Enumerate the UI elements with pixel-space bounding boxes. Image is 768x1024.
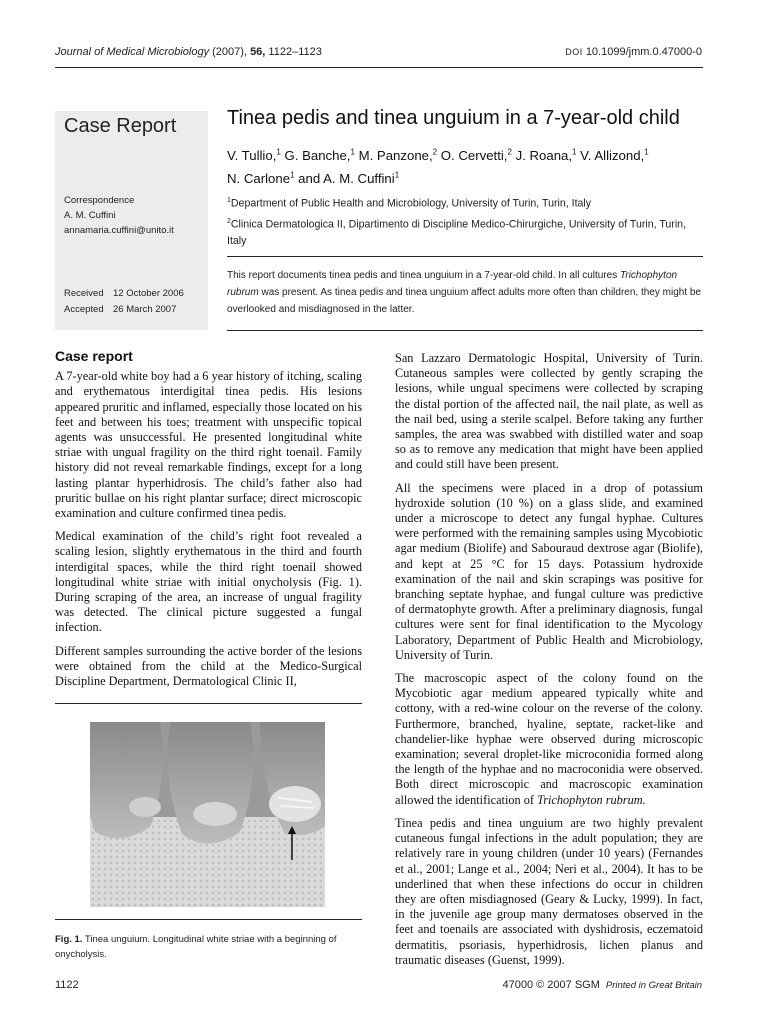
section-heading: Case report <box>55 348 133 364</box>
author: V. Tullio,$^1$ <box>227 148 281 164</box>
doi-value[interactable]: 10.1099/jmm.0.47000-0 <box>585 46 702 58</box>
author: and A. M. Cuffini$^1$ <box>298 170 400 186</box>
received-label: Received <box>64 288 104 299</box>
correspondence-heading: Correspondence <box>64 195 135 206</box>
author-list <box>227 143 705 188</box>
affiliation: $^2$Clinica Dermatologica II, Dipartimento di Discipline Medico-Chirurgiche, University of Turin, Turin, Italy <box>227 218 687 247</box>
author: J. Roana,$^1$ <box>515 148 577 164</box>
affiliation: $^1$Department of Public Health and Microbiology, University of Turin, Turin, Italy <box>227 197 592 210</box>
body-column-left <box>55 349 362 697</box>
accepted-date <box>64 304 176 315</box>
doi <box>565 46 702 58</box>
figure-divider-top <box>55 703 362 704</box>
header-divider <box>55 67 703 68</box>
figure-photo <box>90 722 325 907</box>
received-date <box>64 288 184 299</box>
journal-name: Journal of Medical Microbiology <box>55 46 210 58</box>
species-name: Trichophyton rubrum. <box>537 792 646 807</box>
figure-caption: Fig. 1. Tinea unguium. Longitudinal white striae with a beginning of onycholysis. <box>55 934 337 960</box>
page-number: 1122 <box>55 979 79 991</box>
author: O. Cervetti,$^2$ <box>440 148 512 164</box>
abstract-divider-top <box>227 256 703 257</box>
abstract: This report documents tinea pedis and tinea unguium in a 7-year-old child. In all cultures Trichophyton rubrum was present. As tinea pedis and tinea unguium affect adults more often than children, they might be overlooked and misdiagnosed in the latter. <box>227 270 701 315</box>
paragraph: Medical examination of the child’s right foot revealed a scaling lesion, slightly erythematous in the third and fourth interdigital spaces, while the third right toenail showed longitudinal white striae with initial onycholysis (Fig. 1). During scraping of the area, an increase of ungual fragility was detected. The clinical picture suggested a fungal infection. <box>55 529 362 635</box>
doi-label: DOI <box>565 47 583 57</box>
section-label: Case Report <box>64 115 177 137</box>
correspondence-name: A. M. Cuffini <box>64 210 116 221</box>
paragraph: The macroscopic aspect of the colony found on the Mycobiotic agar medium appeared typically white and cottony, with a red-wine colour on the reverse of the colony. Furthermore, branched, hyaline, septate, racket-like and chandelier-like hyphae were observed during microscopic examination; several droplet-like microconidia formed along the length of the hyphae and no macroconidia were observed. Both direct microscopic and macroscopic examination allowed the identification of Trichophyton rubrum. <box>395 671 703 807</box>
article-title: Tinea pedis and tinea unguium in a 7-year-old child <box>227 107 680 129</box>
author: G. Banche,$^1$ <box>284 148 355 164</box>
received-value: 12 October 2006 <box>113 288 184 299</box>
paragraph: Tinea pedis and tinea unguium are two highly prevalent cutaneous fungal infections in the adult population; they are relatively rare in young children (under 10 years) (Fernandes et al., 2001; Lange et al., 2004; Neri et al., 2004). It has to be underlined that when these infections do occur in children they are often misdiagnosed (Geary & Lucky, 1999). In fact, in the juvenile age group many dermatoses observed in the feet and toenails are associated with dyshidrosis, eczematoid dermatitis, psoriasis, hyperhidrosis, lichen planus and traumatic diseases (Guenst, 1999). <box>395 815 703 967</box>
running-head <box>55 46 322 58</box>
correspondence-email[interactable]: annamaria.cuffini@unito.it <box>64 225 174 236</box>
footer-copyright: 47000 © 2007 SGM Printed in Great Britain <box>502 979 702 991</box>
accepted-label: Accepted <box>64 304 104 315</box>
journal-volume: 56, <box>250 46 266 58</box>
figure-label: Fig. 1. <box>55 934 83 945</box>
figure-divider-bottom <box>55 919 362 920</box>
body-column-right <box>395 351 703 976</box>
journal-pages: 1122–1123 <box>268 46 322 58</box>
paragraph: San Lazzaro Dermatologic Hospital, University of Turin. Cutaneous samples were collected by gently scraping the lesions, while ungual specimens were collected by scraping the distal portion of the affected nail, the nail plate, as well as the nail bed, using a sterile scalpel. Before taking any further samples, the area was swabbed with distilled water and soap so as to remove any medication that might have been applied and could still have been present. <box>395 351 703 472</box>
author: V. Allizond,$^1$ <box>580 148 649 164</box>
accepted-value: 26 March 2007 <box>113 304 177 315</box>
printed-note: Printed in Great Britain <box>605 980 702 991</box>
species-name: Trichophyton rubrum <box>227 270 678 298</box>
paragraph: Different samples surrounding the active border of the lesions were obtained from the child at the Medico-Surgical Discipline Department, Dermatological Clinic II, <box>55 643 362 689</box>
paragraph: A 7-year-old white boy had a 6 year history of itching, scaling and erythematous interdigital tinea pedis. His lesions appeared pruritic and inflamed, especially those located on his feet and between his toes; treatment with unspecific topical agents was unsuccessful. He presented longitudinal white striae with ungual fragility on the third right toenail. Family history did not reveal remarkable findings, except for a long lasting plantar hyperhidrosis. The child’s father also had pruritic bullae on his right plantar surface; direct microscopic examination and culture confirmed tinea pedis. <box>55 369 362 521</box>
author: M. Panzone,$^2$ <box>358 148 438 164</box>
abstract-divider-bottom <box>227 330 703 331</box>
author: N. Carlone$^1$ <box>227 170 295 186</box>
journal-year: (2007), <box>212 46 247 58</box>
paragraph: All the specimens were placed in a drop of potassium hydroxide solution (10 %) on a glass slide, and examined under a microscope to detect any fungal hyphae. Cultures were performed with the remaining samples using Mycobiotic agar medium (Biolife) and Sabouraud dextrose agar (Biolife), and kept at 25 °C for 15 days. Potassium hydroxide examination of the nail and skin scrapings was positive for branching septate hyphae, and fungal culture was predictive of dermatophyte growth. After a preliminary diagnosis, fungal cultures were sent for final identification to the Mycology Laboratory, Department of Public Health and Microbiology, University of Turin. <box>395 480 703 662</box>
